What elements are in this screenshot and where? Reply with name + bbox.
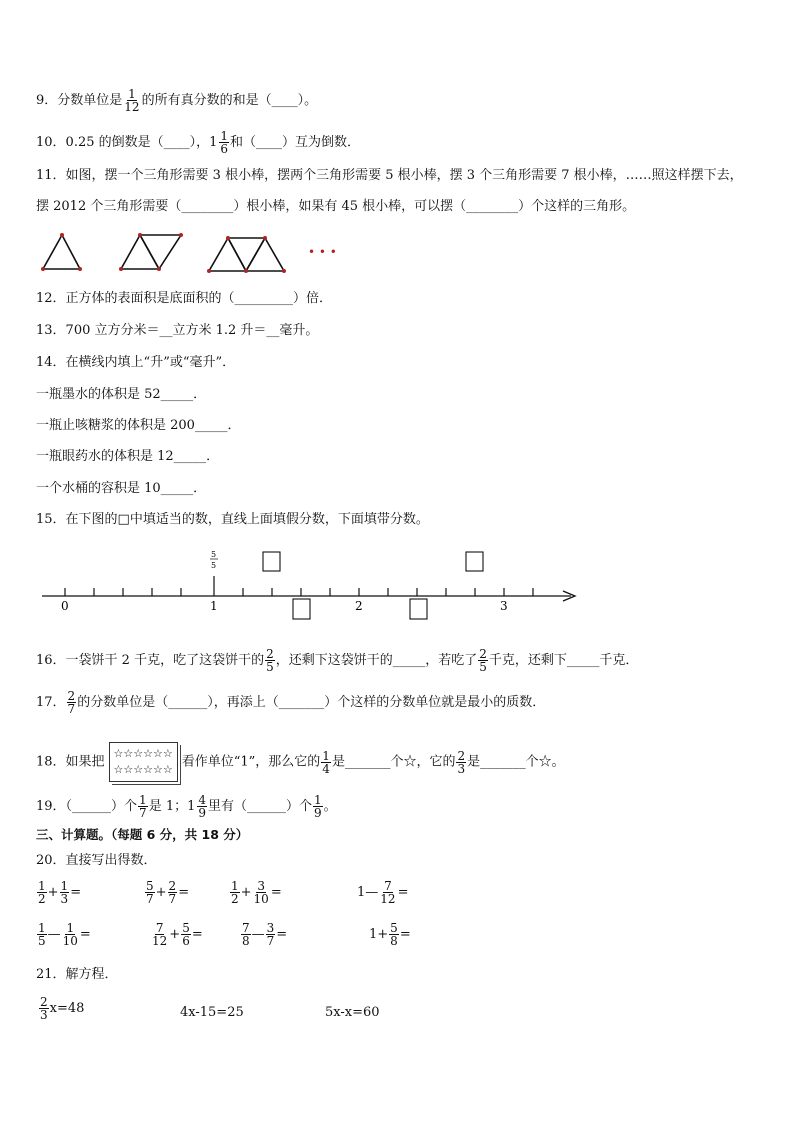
question-14-item-1: 一瓶墨水的体积是 52_____． [36, 387, 207, 402]
triangle-3a [209, 238, 246, 271]
tick-label-3: 3 [500, 599, 508, 613]
answer-box-above-2 [466, 552, 483, 571]
calc-r1-c1: $\frac{1}{2}$ + $\frac{1}{3}$ = [38, 879, 82, 906]
calc-r1-c4: 1— $\frac{7}{12}$ = [357, 879, 409, 906]
question-14-item-2: 一瓶止咳糖浆的体积是 200_____． [36, 418, 241, 433]
calc-r2-c1: $\frac{1}{5}$ — $\frac{1}{10}$ = [38, 921, 91, 948]
question-15-title: 15．在下图的□中填适当的数，直线上面填假分数，下面填带分数。 [36, 512, 429, 527]
calc-r1-c3: $\frac{1}{2}$ + $\frac{3}{10}$ = [231, 879, 282, 906]
equation-1: $\frac{2}{3}$ x=48 [40, 995, 85, 1022]
star-box: ☆☆☆☆☆☆ ☆☆☆☆☆☆ [109, 742, 178, 782]
question-16: 16．一袋饼干 2 千克，吃了这袋饼干的 $\frac{2}{5}$ ，还剩下这袋饼干的_____，若吃了 $\frac{2}{5}$ 千克，还剩下_____千克． [36, 647, 639, 674]
question-13: 13．700 立方分米＝__立方米 1.2 升＝__毫升。 [36, 323, 319, 338]
tick-label-1: 1 [210, 599, 218, 613]
answer-box-below-2 [410, 599, 427, 619]
mixed-number: 1 $\frac{1}{6}$ [209, 129, 229, 156]
fraction: $\frac{1}{12}$ [124, 87, 140, 114]
question-9: 9．分数单位是 $\frac{1}{12}$ 的所有真分数的和是（____）。 [36, 87, 318, 114]
question-20-title: 20．直接写出得数． [36, 853, 157, 868]
question-12: 12．正方体的表面积是底面积的（_________）倍． [36, 291, 333, 306]
triangle-sticks-figure [36, 228, 356, 276]
question-14-item-3: 一瓶眼药水的体积是 12_____． [36, 449, 220, 464]
equation-3: 5x-x=60 [325, 1005, 380, 1020]
triangle-3b [228, 238, 265, 271]
triangle-3c [246, 238, 284, 271]
tick-label-2: 2 [355, 599, 363, 613]
equation-2: 4x-15=25 [180, 1005, 244, 1020]
question-14-title: 14．在横线内填上“升”或“毫升”． [36, 355, 236, 370]
triangle-2a [121, 235, 159, 269]
question-21-title: 21．解方程． [36, 967, 118, 982]
question-17: 17． $\frac{2}{7}$ 的分数单位是（______），再添上（_______）个这样的分数单位就是最小的质数． [36, 689, 546, 716]
question-18: 18．如果把 ☆☆☆☆☆☆ ☆☆☆☆☆☆ 看作单位“1”，那么它的 $\frac{1}{4}$ 是_______个☆，它的 $\frac{2}{3}$ 是_______个☆。 [36, 742, 565, 782]
continuation-dots: • • • [308, 245, 337, 259]
question-10: 10．0.25 的倒数是（____）， 1 $\frac{1}{6}$ 和（____）互为倒数． [36, 129, 361, 156]
question-11-line-1: 11．如图，摆一个三角形需要 3 根小棒，摆两个三角形需要 5 根小棒，摆 3 个三角形需要 7 根小棒，……照这样摆下去， [36, 168, 743, 183]
answer-box-below-1 [293, 599, 310, 619]
fraction-label-numerator: 5 [211, 550, 217, 559]
question-11-line-2: 摆 2012 个三角形需要（________）根小棒，如果有 45 根小棒，可以摆（________）个这样的三角形。 [36, 199, 636, 214]
number-line [36, 546, 586, 624]
triangle-2b [140, 235, 181, 269]
calc-r2-c2: $\frac{7}{12}$ + $\frac{5}{6}$ = [152, 921, 203, 948]
tick-label-0: 0 [61, 599, 69, 613]
answer-box-above-1 [263, 552, 280, 571]
triangle-1 [43, 235, 80, 269]
question-14-item-4: 一个水桶的容积是 10_____． [36, 481, 207, 496]
calc-r1-c2: $\frac{5}{7}$ + $\frac{2}{7}$ = [146, 879, 190, 906]
section-3-heading: 三、计算题。（每题 6 分，共 18 分） [36, 827, 249, 842]
calc-r2-c3: $\frac{7}{8}$ — $\frac{3}{7}$ = [242, 921, 288, 948]
question-19: 19．（______）个 $\frac{1}{7}$ 是 1； 1 $\frac{4}{9}$ 里有（______）个 $\frac{1}{9}$ 。 [36, 793, 337, 820]
calc-r2-c4: 1+ $\frac{5}{8}$ = [369, 921, 411, 948]
fraction-label-denominator: 5 [211, 561, 217, 570]
